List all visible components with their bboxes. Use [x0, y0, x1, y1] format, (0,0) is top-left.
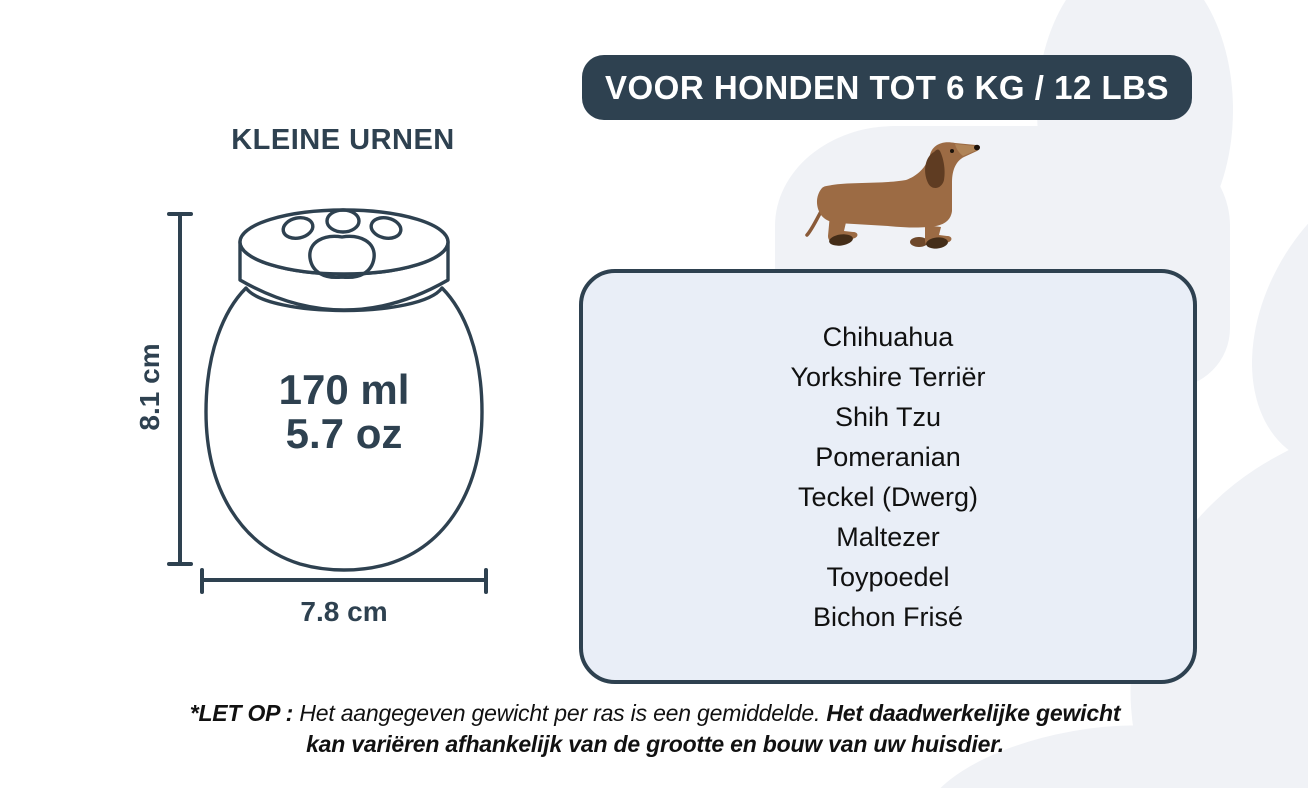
- breed-item: Shih Tzu: [834, 401, 942, 432]
- width-dimension-cap: [200, 568, 204, 594]
- width-dimension-cap: [484, 568, 488, 594]
- urn-volume: [214, 368, 474, 456]
- note-average: Het aangegeven gewicht per ras is een gemiddelde.: [299, 700, 821, 726]
- dog-ear: [925, 149, 945, 188]
- height-dimension-cap: [167, 562, 193, 566]
- breed-item: Teckel (Dwerg): [797, 481, 979, 512]
- height-dimension-line: [178, 214, 182, 564]
- dog-eye: [950, 149, 954, 153]
- note-prefix: *LET OP :: [189, 700, 294, 726]
- dog-nose: [974, 145, 980, 151]
- breed-item: Chihuahua: [822, 321, 954, 352]
- section-title: KLEINE URNEN: [231, 124, 455, 156]
- height-dimension-cap: [167, 212, 193, 216]
- urn-volume-ml: 170 ml: [278, 366, 410, 413]
- urn-volume-oz: 5.7 oz: [285, 410, 403, 457]
- dog-body: [817, 142, 980, 227]
- width-dimension-label: 7.8 cm: [300, 596, 388, 627]
- breed-item: Bichon Frisé: [812, 601, 964, 632]
- breed-item: Pomeranian: [815, 441, 961, 472]
- breed-list-box: [579, 269, 1197, 684]
- breed-list: [790, 317, 985, 637]
- dachshund-icon: [803, 138, 988, 250]
- urn-lid-top: [240, 210, 448, 274]
- breed-item: Yorkshire Terriër: [790, 361, 986, 392]
- breed-item: Maltezer: [836, 521, 940, 552]
- note-actual: Het daadwerkelijke gewicht kan variëren afhankelijk van de grootte en bouw van uw huisdier.: [306, 700, 1121, 757]
- weight-banner: [582, 55, 1192, 120]
- disclaimer-note: [188, 698, 1122, 760]
- breed-item: Toypoedel: [826, 561, 950, 592]
- width-dimension-line: [202, 578, 488, 582]
- weight-banner-label: VOOR HONDEN TOT 6 KG / 12 LBS: [605, 68, 1169, 106]
- height-dimension-label: 8.1 cm: [134, 343, 165, 431]
